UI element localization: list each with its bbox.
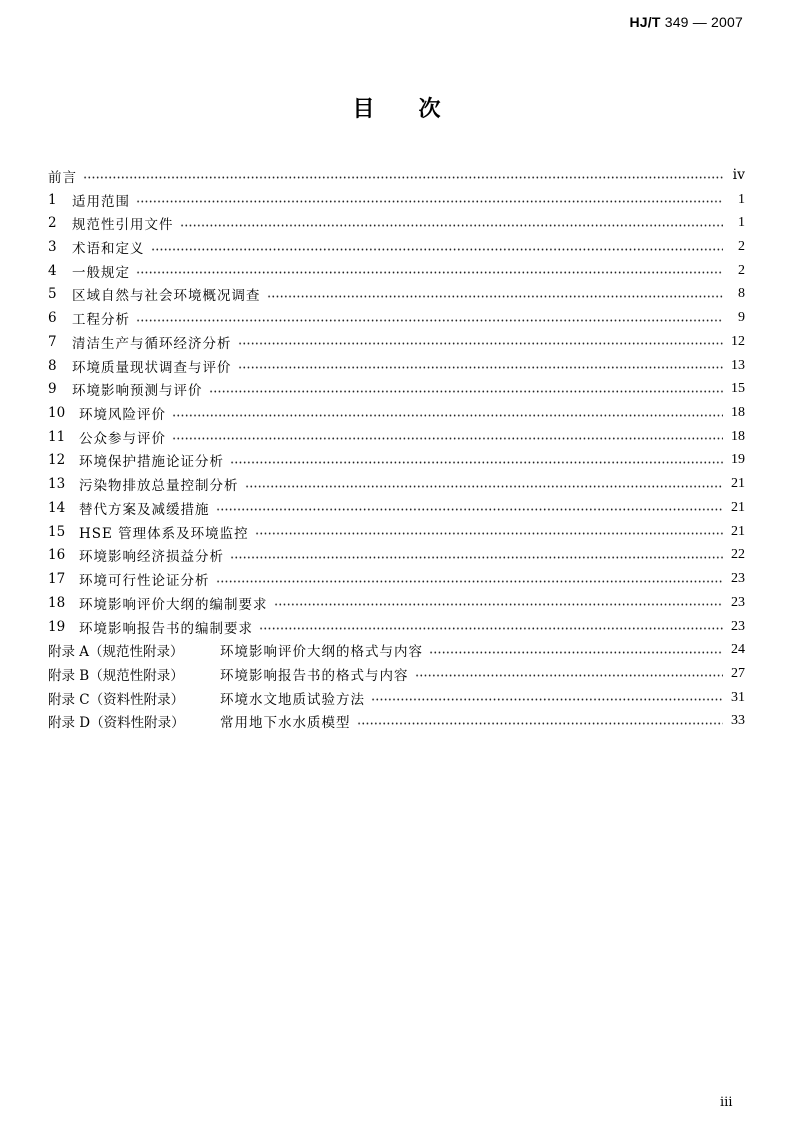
toc-entry[interactable] [48,544,745,568]
toc-entry[interactable] [48,449,745,473]
toc-entry[interactable] [48,638,745,662]
standard-prefix: HJ/T [629,14,661,30]
toc-entry-number: 18 [48,594,66,611]
toc-entry-page: 21 [731,476,745,492]
toc-entry[interactable] [48,710,745,734]
toc-entry[interactable] [48,662,745,686]
toc-dot-leader [180,224,724,227]
toc-dot-leader [136,271,723,274]
toc-entry-number: 16 [48,547,66,564]
toc-entry[interactable] [48,330,745,354]
toc-entry-title: 环境质量现状调查与评价 [72,359,232,376]
toc-entry[interactable] [48,283,745,307]
toc-entry-title: 公众参与评价 [79,430,166,447]
toc-entry-title: 环境可行性论证分析 [79,573,210,590]
page-number: ⅲ [720,1094,733,1109]
toc-entry-number: 1 [48,191,57,208]
toc-entry-page: 23 [731,618,745,634]
toc-entry-number: 11 [48,428,66,445]
toc-entry-title: 环境保护措施论证分析 [79,454,224,471]
title-char-2: 次 [418,96,441,122]
document-code-header [629,14,743,30]
toc-entry-title: 环境影响评价大纲的格式与内容 [220,644,423,661]
toc-entry-page: 2 [738,239,745,255]
toc-dot-leader [259,627,723,630]
toc-entry-page: 15 [731,381,745,397]
toc-dot-leader [151,248,724,251]
toc-entry[interactable] [48,306,745,330]
toc-entry[interactable] [48,591,745,615]
toc-dot-leader [83,176,723,179]
toc-dot-leader [230,556,723,559]
toc-entry[interactable] [48,425,745,449]
toc-entry-title: 污染物排放总量控制分析 [79,478,239,495]
toc-entry[interactable] [48,496,745,520]
toc-dot-leader [255,532,723,535]
toc-entry-title: 适用范围 [72,193,130,210]
toc-entry-title: 环境水文地质试验方法 [220,691,365,708]
toc-entry-page: 27 [731,665,745,681]
toc-entry[interactable] [48,567,745,591]
toc-entry-page: 21 [731,499,745,515]
toc-entry[interactable] [48,164,745,188]
toc-entry-number: 附录 D（资料性附录） [48,715,185,732]
toc-entry-title: 清洁生产与循环经济分析 [72,335,232,352]
title-char-1: 目 [352,96,375,122]
toc-dot-leader [238,342,724,345]
toc-entry-number: 10 [48,405,66,422]
toc-entry-page: 23 [731,594,745,610]
toc-entry-number: 19 [48,618,66,635]
toc-entry[interactable] [48,235,745,259]
toc-entry-title: 环境影响报告书的格式与内容 [220,667,409,684]
toc-entry-page: 1 [738,215,745,231]
toc-entry[interactable] [48,520,745,544]
toc-entry-page: 23 [731,571,745,587]
toc-entry[interactable] [48,686,745,710]
toc-entry[interactable] [48,188,745,212]
toc-entry[interactable] [48,354,745,378]
toc-entry-page: 8 [738,286,745,302]
toc-entry[interactable] [48,259,745,283]
toc-entry-number: 14 [48,499,66,516]
toc-entry-title: 工程分析 [72,312,130,329]
toc-entry-number: 17 [48,571,66,588]
toc-entry-number: 12 [48,452,66,469]
toc-entry-title: 规范性引用文件 [72,217,174,234]
toc-dot-leader [415,674,724,677]
toc-dot-leader [216,508,724,511]
toc-entry-page: 24 [731,642,745,658]
toc-entry-number: 9 [48,381,57,398]
toc-entry-number: 附录 C（资料性附录） [48,691,185,708]
toc-entry[interactable] [48,377,745,401]
toc-entry-page: 12 [731,333,745,349]
toc-entry-title: HSE 管理体系及环境监控 [79,525,249,542]
toc-dot-leader [238,366,724,369]
toc-entry-title: 区域自然与社会环境概况调查 [72,288,261,305]
toc-entry-number: 附录 A（规范性附录） [48,644,184,661]
table-of-contents [48,164,745,733]
toc-dot-leader [136,319,723,322]
toc-entry-page: 22 [731,547,745,563]
toc-entry-page: ⅳ [732,168,745,184]
toc-entry-page: 9 [738,310,745,326]
toc-entry-title: 前言 [48,169,77,186]
toc-entry-title: 常用地下水水质模型 [220,715,351,732]
toc-dot-leader [209,390,724,393]
toc-entry-title: 环境影响报告书的编制要求 [79,620,253,637]
toc-entry-title: 一般规定 [72,264,130,281]
toc-entry-page: 31 [731,689,745,705]
toc-entry-title: 环境风险评价 [79,407,166,424]
toc-dot-leader [274,603,724,606]
toc-entry-number: 2 [48,215,57,232]
toc-dot-leader [371,698,723,701]
toc-entry-page: 13 [731,357,745,373]
toc-entry-title: 环境影响预测与评价 [72,383,203,400]
toc-entry-number: 6 [48,310,57,327]
toc-entry-number: 8 [48,357,57,374]
toc-dot-leader [267,295,724,298]
toc-entry-number: 5 [48,286,57,303]
toc-dot-leader [429,651,723,654]
toc-entry-number: 15 [48,523,66,540]
toc-entry-title: 术语和定义 [72,241,145,258]
toc-entry[interactable] [48,615,745,639]
toc-entry-page: 18 [731,428,745,444]
toc-entry-page: 33 [731,713,745,729]
toc-dot-leader [172,437,723,440]
toc-dot-leader [230,461,723,464]
toc-dot-leader [357,722,724,725]
toc-entry-number: 13 [48,476,66,493]
page-title [0,92,793,123]
toc-dot-leader [245,485,724,488]
toc-entry-title: 替代方案及减缓措施 [79,501,210,518]
toc-dot-leader [172,414,723,417]
toc-entry-number: 3 [48,239,57,256]
toc-entry-page: 19 [731,452,745,468]
toc-entry-page: 2 [738,262,745,278]
toc-entry-number: 4 [48,262,57,279]
toc-entry-number: 附录 B（规范性附录） [48,667,184,684]
toc-entry[interactable] [48,211,745,235]
toc-entry-page: 18 [731,405,745,421]
toc-dot-leader [216,580,724,583]
toc-entry-title: 环境影响评价大纲的编制要求 [79,596,268,613]
toc-entry[interactable] [48,472,745,496]
toc-entry-page: 21 [731,523,745,539]
standard-number: 349 — 2007 [660,14,743,30]
toc-entry-page: 1 [738,191,745,207]
toc-dot-leader [136,200,723,203]
toc-entry[interactable] [48,401,745,425]
toc-entry-number: 7 [48,333,57,350]
toc-entry-title: 环境影响经济损益分析 [79,549,224,566]
